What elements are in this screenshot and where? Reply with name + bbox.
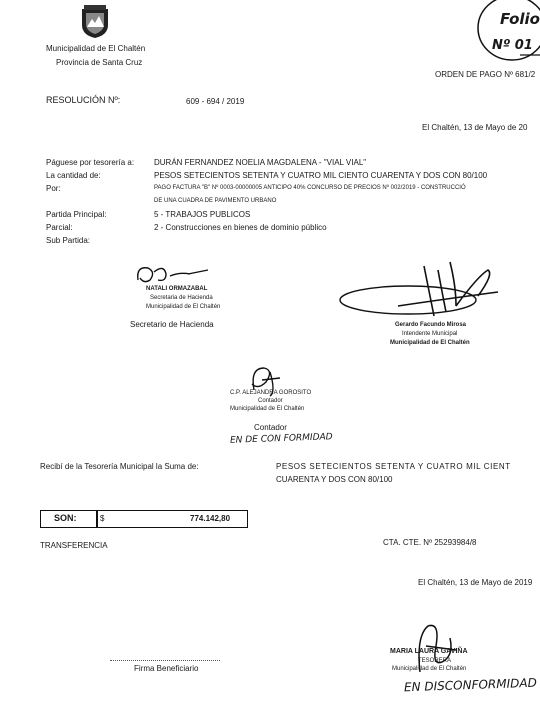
son-currency: $: [100, 514, 105, 523]
tesoreria-stamp-name: MARIA LAURA GAVIÑA: [390, 648, 468, 655]
field-value-por-2: DE UNA CUADRA DE PAVIMENTO URBANO: [154, 198, 277, 204]
firma-beneficiario: Firma Beneficiario: [134, 664, 199, 673]
municipality-name: Municipalidad de El Chaltén: [46, 44, 146, 53]
contador-stamp-title: Contador: [258, 398, 283, 404]
contador-label: Contador: [254, 423, 287, 432]
tesoreria-handwritten-note: EN DISCONFORMIDAD: [403, 675, 538, 695]
payment-method: TRANSFERENCIA: [40, 541, 108, 550]
hacienda-stamp-title: Secretaria de Hacienda: [150, 295, 213, 301]
field-value-cantidad: PESOS SETECIENTOS SETENTA Y CUATRO MIL CIENTO CUARENTA Y DOS CON 80/100: [154, 171, 488, 180]
intendente-stamp-org: Municipalidad de El Chaltén: [390, 340, 470, 346]
son-amount: 774.142,80: [190, 514, 231, 523]
recibi-value-2: CUARENTA Y DOS CON 80/100: [276, 475, 393, 484]
field-label-subpartida: Sub Partida:: [46, 236, 91, 245]
field-value-parcial: 2 - Construcciones en bienes de dominio público: [154, 223, 327, 232]
field-label-paguese: Páguese por tesorería a:: [46, 158, 135, 167]
cuenta-number: CTA. CTE. Nº 25293984/8: [383, 538, 477, 547]
resolucion-label: RESOLUCIÓN Nº:: [46, 95, 121, 105]
hacienda-label: Secretario de Hacienda: [130, 320, 214, 329]
field-value-paguese: DURÁN FERNANDEZ NOELIA MAGDALENA - "VIAL VIAL": [154, 158, 367, 167]
firma-line: [110, 660, 220, 661]
date-bottom: El Chaltén, 13 de Mayo de 2019: [418, 578, 533, 587]
field-label-parcial: Parcial:: [46, 223, 73, 232]
tesoreria-stamp-org: Municipalidad de El Chaltén: [392, 666, 467, 672]
recibi-value-1: PESOS SETECIENTOS SETENTA Y CUATRO MIL CIENT: [276, 462, 511, 471]
intendente-stamp-title: Intendente Municipal: [402, 331, 458, 337]
contador-stamp-org: Municipalidad de El Chaltén: [230, 406, 305, 412]
intendente-stamp-name: Gerardo Facundo Mirosa: [395, 322, 467, 328]
hacienda-stamp-org: Municipalidad de El Chaltén: [146, 304, 221, 310]
coat-of-arms-icon: [80, 5, 110, 39]
province-name: Provincia de Santa Cruz: [56, 58, 143, 67]
son-label: SON:: [54, 513, 77, 523]
contador-handwritten-note: EN DE CON FORMIDAD: [229, 432, 333, 446]
orden-pago: ORDEN DE PAGO Nº 681/2: [435, 70, 536, 79]
contador-stamp-name: C.P. ALEJANDRA GOROSITO: [230, 390, 312, 396]
field-label-por: Por:: [46, 184, 61, 193]
hacienda-signature: [130, 258, 220, 298]
field-label-partida: Partida Principal:: [46, 210, 107, 219]
intendente-signature: [338, 256, 508, 326]
recibi-label: Recibí de la Tesorería Municipal la Suma de:: [40, 462, 199, 471]
tesoreria-stamp-title: TESORERA: [418, 658, 452, 664]
son-divider: [96, 511, 98, 527]
field-label-cantidad: La cantidad de:: [46, 171, 101, 180]
resolucion-value: 609 - 694 / 2019: [186, 97, 245, 106]
hacienda-stamp-name: NATALI ORMAZABAL: [146, 286, 208, 292]
folio-number: Nº 01: [492, 38, 533, 53]
field-value-por: PAGO FACTURA "B" Nº 0003-00000005 ANTICIPO 40% CONCURSO DE PRECIOS Nº 002/2019 - CONSTRUCCIÓ: [154, 185, 466, 191]
folio-label: Folio: [500, 10, 540, 28]
field-value-partida: 5 - TRABAJOS PUBLICOS: [154, 210, 251, 219]
place-date: El Chaltén, 13 de Mayo de 20: [422, 123, 528, 132]
